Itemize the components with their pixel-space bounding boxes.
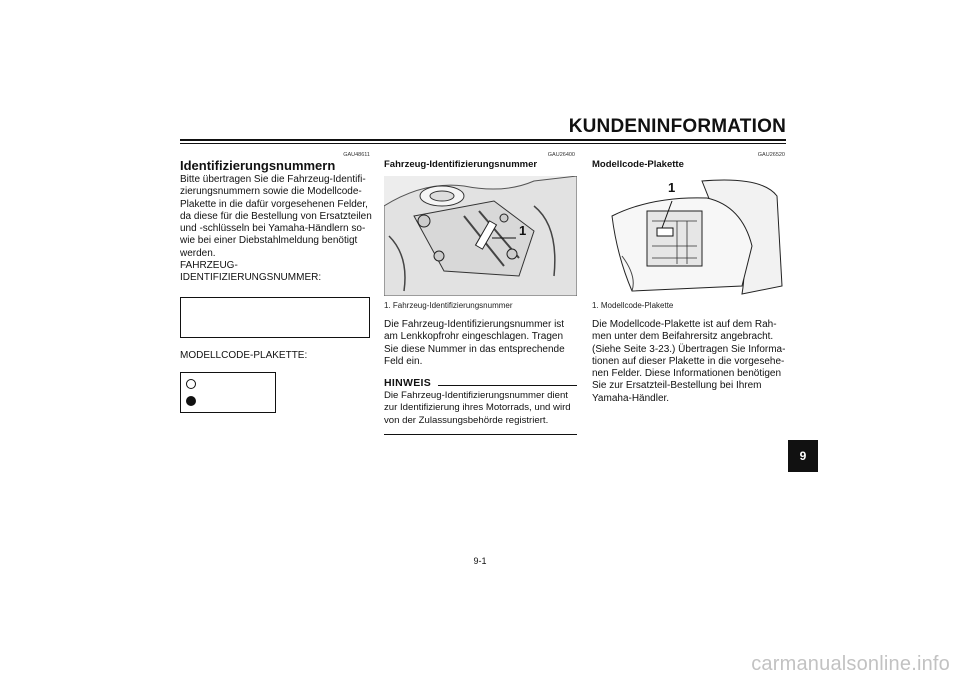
section-code: GAU48611 — [343, 152, 370, 158]
figure-caption: 1. Fahrzeug-Identifizierungsnummer — [384, 301, 513, 310]
section-heading: Identifizierungsnummern — [180, 158, 336, 173]
section-heading: Fahrzeug-Identifizierungsnummer — [384, 159, 538, 170]
figure-caption: 1. Modellcode-Plakette — [592, 301, 674, 310]
vin-entry-box — [180, 297, 370, 338]
note-rule-bottom — [384, 434, 577, 435]
filled-circle-icon — [186, 396, 196, 406]
vin-label: FAHRZEUG- IDENTIFIZIERUNGSNUMMER: — [180, 260, 322, 284]
model-label: MODELLCODE-PLAKETTE: — [180, 350, 308, 361]
header-rule-thick — [180, 139, 786, 141]
section-heading: Modellcode-Plakette — [592, 159, 684, 170]
header-rule-thin — [180, 143, 786, 144]
callout-number: 1 — [668, 180, 676, 195]
open-circle-icon — [186, 379, 196, 389]
model-code-entry-box — [180, 372, 276, 413]
chapter-tab[interactable]: 9 — [788, 440, 818, 472]
section-paragraph: Die Modellcode-Plakette ist auf dem Rah- men unter dem Beifahrersitz angebracht. (Siehe Seite 3-23.) Übertragen Sie Informa- tionen auf dieser Plakette in die vorgesehe- nen Felder. Diese Informationen benötigen Sie zur Ersatzteil-Bestellung bei Ihrem Yamaha-Händler. — [592, 319, 786, 404]
section-paragraph: Die Fahrzeug-Identifizierungsnummer ist am Lenkkopfrohr eingeschlagen. Tragen Sie diese Nummer in das entsprechende Feld ein. — [384, 319, 565, 367]
callout-number: 1 — [519, 223, 527, 238]
model-plate-photo — [592, 176, 785, 296]
page-title: KUNDENINFORMATION — [568, 116, 786, 137]
page-number: 9-1 — [473, 556, 487, 566]
section-code: GAU26400 — [547, 152, 575, 158]
note-heading: HINWEIS — [384, 377, 432, 389]
vin-location-photo — [384, 176, 577, 296]
section-code: GAU26520 — [757, 152, 785, 158]
section-paragraph: Bitte übertragen Sie die Fahrzeug-Identifi- zierungsnummern sowie die Modellcode- Plakette in die dafür vorgesehenen Felder, da diese für die Bestellung von Ersatzteilen und -schlüsseln bei Yamaha-Händlern so- wie bei einer Diebstahlmeldung benötigt werden. — [180, 174, 372, 259]
note-text: Die Fahrzeug-Identifizierungsnummer dient zur Identifizierung ihres Motorrads, und wird von der Zulassungsbehörde registriert. — [384, 390, 571, 426]
watermark: carmanualsonline.info — [751, 653, 950, 675]
note-rule-top — [438, 385, 577, 386]
